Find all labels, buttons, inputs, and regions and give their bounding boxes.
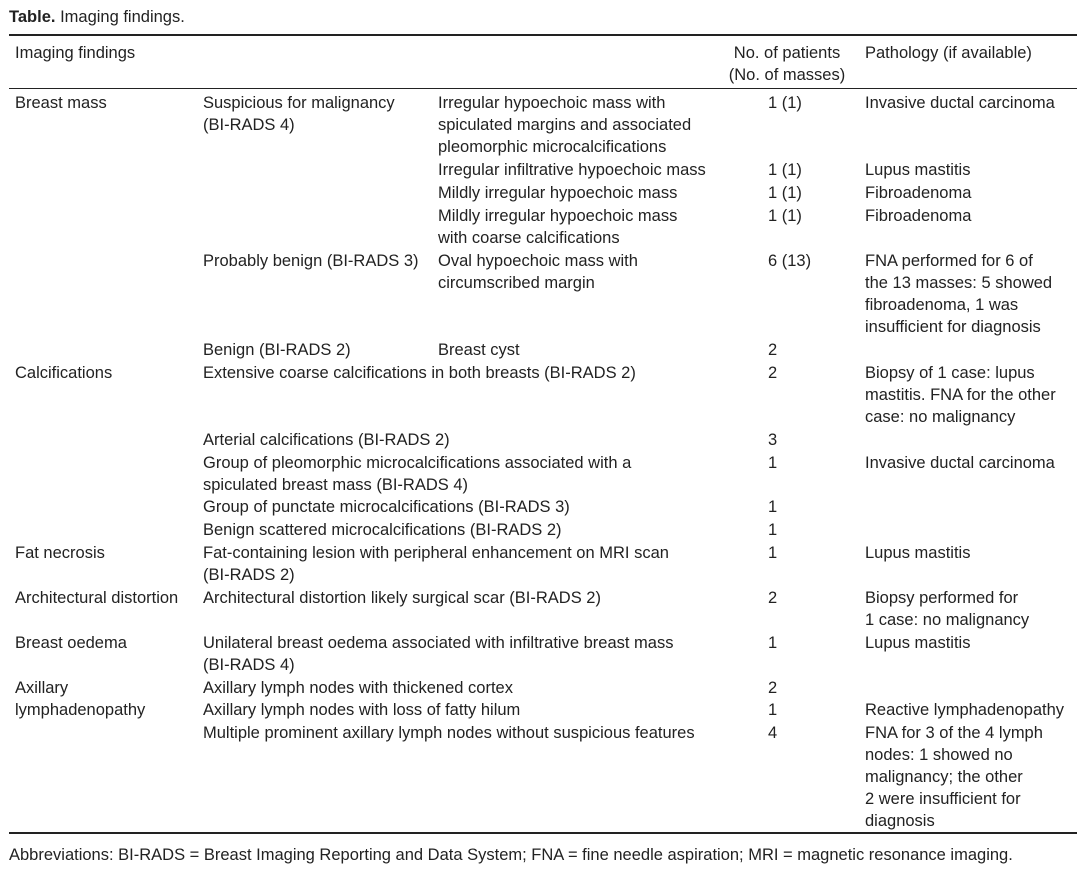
patient-count: 1 bbox=[768, 521, 778, 539]
finding-desc: Group of pleomorphic microcalcifications associated with a bbox=[203, 454, 632, 472]
category-calcifications: Calcifications bbox=[15, 364, 113, 382]
finding-desc: (BI-RADS 4) bbox=[203, 656, 295, 674]
patient-count: 1 (1) bbox=[768, 184, 802, 202]
patient-count: 1 (1) bbox=[768, 94, 802, 112]
finding-desc: Irregular infiltrative hypoechoic mass bbox=[438, 161, 706, 179]
finding-desc: spiculated margins and associated bbox=[438, 116, 692, 134]
header-imaging-findings: Imaging findings bbox=[15, 44, 136, 62]
finding-desc: Breast cyst bbox=[438, 341, 520, 359]
patient-count: 1 bbox=[768, 454, 778, 472]
finding-desc: pleomorphic microcalcifications bbox=[438, 138, 667, 156]
patient-count: 1 bbox=[768, 544, 778, 562]
pathology-result: Fibroadenoma bbox=[865, 207, 972, 225]
pathology-result: Lupus mastitis bbox=[865, 544, 971, 562]
subcategory-probably-benign: Probably benign (BI-RADS 3) bbox=[203, 252, 419, 270]
caption-title: Imaging findings. bbox=[60, 8, 185, 26]
header-pathology: Pathology (if available) bbox=[865, 44, 1032, 62]
pathology-result: Lupus mastitis bbox=[865, 161, 971, 179]
patient-count: 1 bbox=[768, 701, 778, 719]
subcategory-suspicious-line1: Suspicious for malignancy bbox=[203, 94, 395, 112]
finding-desc: Oval hypoechoic mass with bbox=[438, 252, 638, 270]
finding-desc: Irregular hypoechoic mass with bbox=[438, 94, 666, 112]
patient-count: 2 bbox=[768, 679, 778, 697]
finding-desc: Extensive coarse calcifications in both breasts (BI-RADS 2) bbox=[203, 364, 636, 382]
category-fat-necrosis: Fat necrosis bbox=[15, 544, 105, 562]
patient-count: 1 (1) bbox=[768, 161, 802, 179]
finding-desc: Multiple prominent axillary lymph nodes without suspicious features bbox=[203, 724, 695, 742]
patient-count: 1 (1) bbox=[768, 207, 802, 225]
pathology-result: Invasive ductal carcinoma bbox=[865, 454, 1055, 472]
pathology-result: Biopsy of 1 case: lupus bbox=[865, 364, 1035, 382]
header-patients-line1: No. of patients bbox=[733, 44, 841, 62]
pathology-result: Invasive ductal carcinoma bbox=[865, 94, 1055, 112]
pathology-result: 1 case: no malignancy bbox=[865, 611, 1030, 629]
finding-desc: Mildly irregular hypoechoic mass bbox=[438, 184, 678, 202]
finding-desc: spiculated breast mass (BI-RADS 4) bbox=[203, 476, 469, 494]
finding-desc: Architectural distortion likely surgical scar (BI-RADS 2) bbox=[203, 589, 601, 607]
patient-count: 2 bbox=[768, 364, 778, 382]
patient-count: 4 bbox=[768, 724, 778, 742]
pathology-result: Lupus mastitis bbox=[865, 634, 971, 652]
finding-desc: Mildly irregular hypoechoic mass bbox=[438, 207, 678, 225]
finding-desc: Axillary lymph nodes with loss of fatty hilum bbox=[203, 701, 521, 719]
finding-desc: (BI-RADS 2) bbox=[203, 566, 295, 584]
patient-count: 1 bbox=[768, 498, 778, 516]
table-header-rule bbox=[9, 88, 1077, 89]
finding-desc: circumscribed margin bbox=[438, 274, 595, 292]
finding-desc: Fat-containing lesion with peripheral enhancement on MRI scan bbox=[203, 544, 669, 562]
finding-desc: Group of punctate microcalcifications (BI-RADS 3) bbox=[203, 498, 570, 516]
category-breast-oedema: Breast oedema bbox=[15, 634, 127, 652]
patient-count: 2 bbox=[768, 341, 778, 359]
table-caption bbox=[9, 6, 185, 29]
pathology-result: case: no malignancy bbox=[865, 408, 1016, 426]
finding-desc: with coarse calcifications bbox=[438, 229, 620, 247]
category-axillary-line1: Axillary bbox=[15, 679, 69, 697]
pathology-result: mastitis. FNA for the other bbox=[865, 386, 1056, 404]
pathology-result: Biopsy performed for bbox=[865, 589, 1019, 607]
finding-desc: Axillary lymph nodes with thickened cortex bbox=[203, 679, 513, 697]
caption-label: Table. bbox=[9, 8, 56, 26]
pathology-result: Fibroadenoma bbox=[865, 184, 972, 202]
category-breast-mass: Breast mass bbox=[15, 94, 107, 112]
finding-desc: Arterial calcifications (BI-RADS 2) bbox=[203, 431, 450, 449]
pathology-result: FNA for 3 of the 4 lymph bbox=[865, 724, 1043, 742]
finding-desc: Unilateral breast oedema associated with infiltrative breast mass bbox=[203, 634, 674, 652]
pathology-result: the 13 masses: 5 showed bbox=[865, 274, 1053, 292]
pathology-result: diagnosis bbox=[865, 812, 935, 830]
patient-count: 6 (13) bbox=[768, 252, 812, 270]
table-footnote: Abbreviations: BI-RADS = Breast Imaging Reporting and Data System; FNA = fine needle aspiration; MRI = magnetic resonance imaging. bbox=[9, 846, 1013, 864]
pathology-result: insufficient for diagnosis bbox=[865, 318, 1041, 336]
pathology-result: nodes: 1 showed no bbox=[865, 746, 1013, 764]
table-top-rule bbox=[9, 34, 1077, 36]
subcategory-benign: Benign (BI-RADS 2) bbox=[203, 341, 351, 359]
pathology-result: Reactive lymphadenopathy bbox=[865, 701, 1065, 719]
category-axillary-line2: lymphadenopathy bbox=[15, 701, 146, 719]
category-architectural-distortion: Architectural distortion bbox=[15, 589, 179, 607]
pathology-result: malignancy; the other bbox=[865, 768, 1023, 786]
patient-count: 2 bbox=[768, 589, 778, 607]
patient-count: 1 bbox=[768, 634, 778, 652]
pathology-result: fibroadenoma, 1 was bbox=[865, 296, 1019, 314]
pathology-result: FNA performed for 6 of bbox=[865, 252, 1033, 270]
subcategory-suspicious-line2: (BI-RADS 4) bbox=[203, 116, 295, 134]
patient-count: 3 bbox=[768, 431, 778, 449]
finding-desc: Benign scattered microcalcifications (BI-RADS 2) bbox=[203, 521, 562, 539]
header-patients-line2: (No. of masses) bbox=[728, 66, 846, 84]
pathology-result: 2 were insufficient for bbox=[865, 790, 1021, 808]
